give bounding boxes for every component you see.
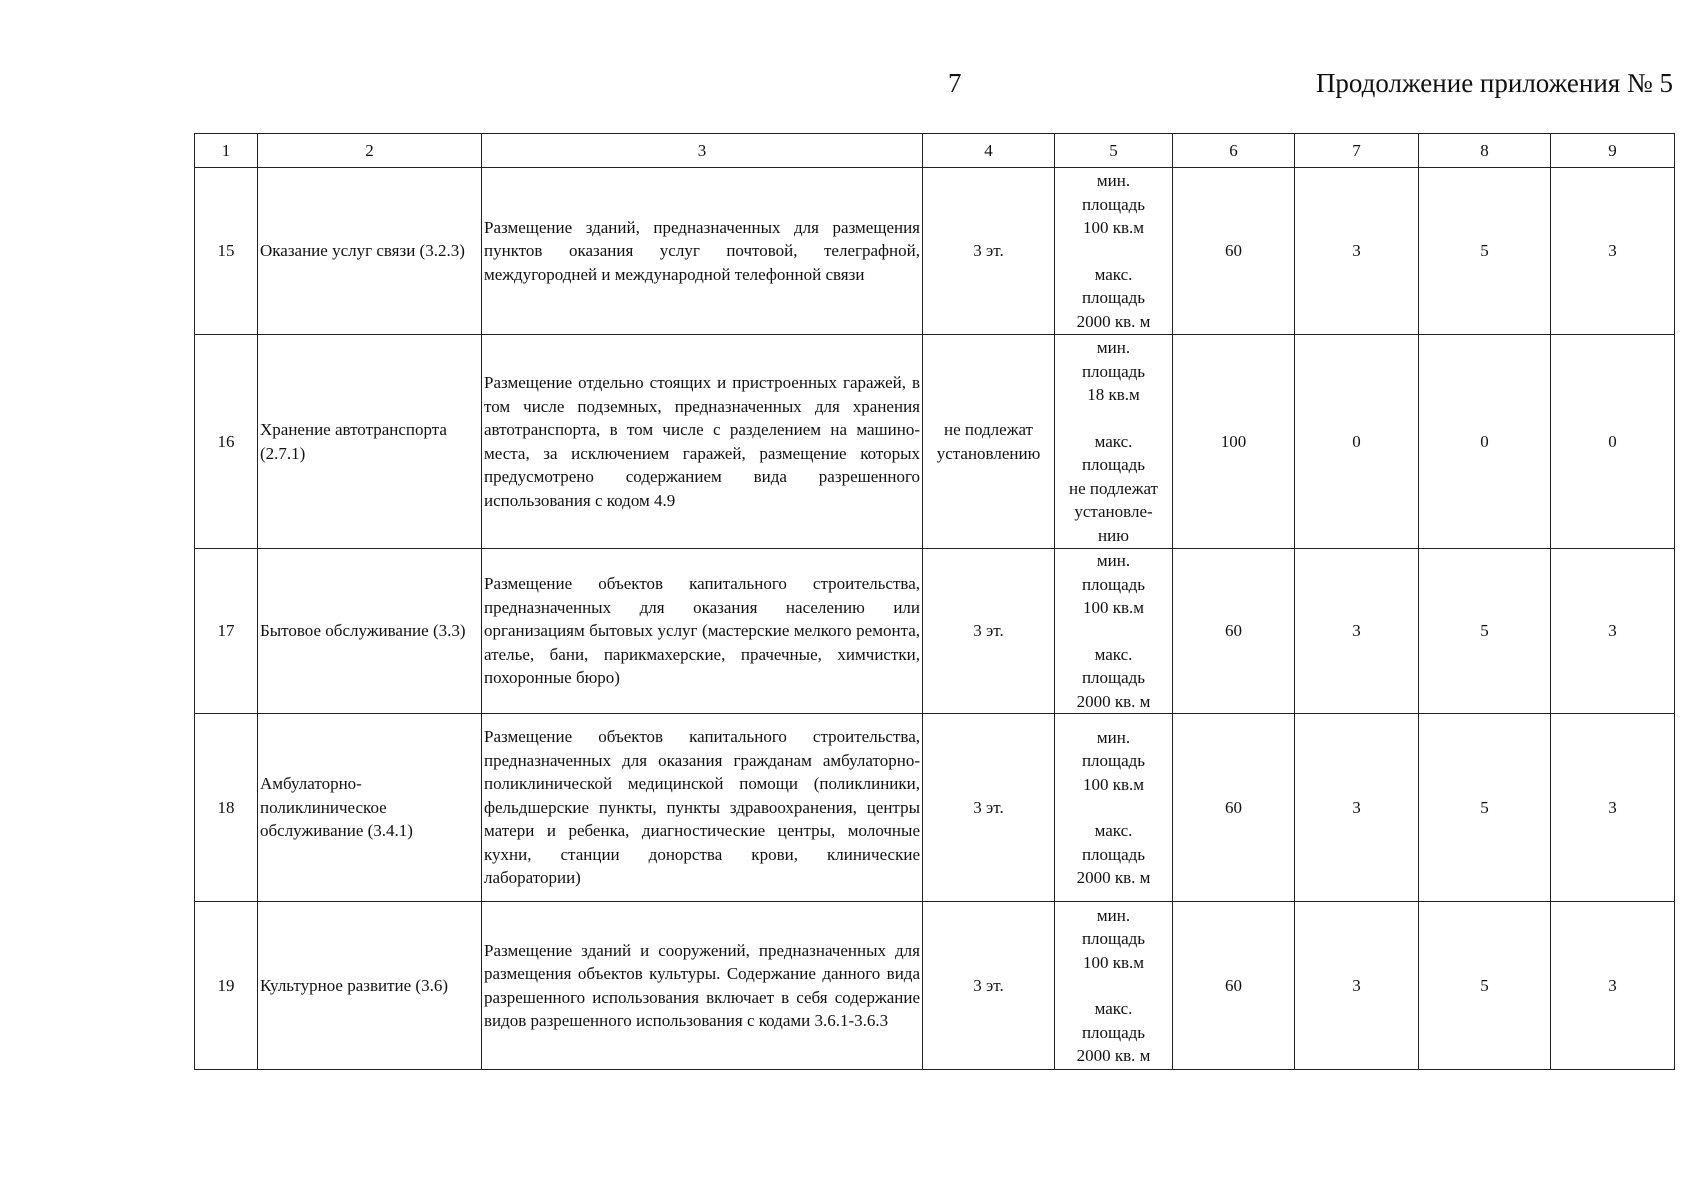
col6-value: 60 — [1173, 714, 1295, 902]
area-max-line: 2000 кв. м — [1076, 691, 1151, 711]
column-header: 3 — [482, 134, 923, 168]
appendix-caption: Продолжение приложения № 5 — [1315, 68, 1673, 98]
plot-area-limits — [1055, 902, 1173, 1070]
column-header: 8 — [1419, 134, 1551, 168]
use-type-name: Культурное развитие (3.6) — [258, 902, 482, 1070]
col9-value: 3 — [1551, 168, 1675, 335]
col9-value: 3 — [1551, 902, 1675, 1070]
use-description: Размещение отдельно стоящих и пристроенных гаражей, в том числе подземных, предназначенных для хранения автотранспорта, в том числе с разделением на машино-места, за исключением гаражей, размещение которых предусмотрено содержанием вида разрешенного использования с кодом 4.9 — [482, 335, 923, 549]
use-description: Размещение объектов капитального строительства, предназначенных для оказания гражданам амбулаторно-поликлинической медицинской помощи (поликлиники, фельдшерские пункты, пункты здравоохранения, центры матери и ребенка, диагностические центры, молочные кухни, станции донорства крови, клинические лаборатории) — [482, 714, 923, 902]
area-min-line: 100 кв.м — [1082, 952, 1145, 972]
col6-value: 60 — [1173, 168, 1295, 335]
col8-value: 5 — [1419, 549, 1551, 714]
plot-area-limits — [1055, 168, 1173, 335]
area-gap — [1057, 796, 1170, 819]
area-max-line: не подлежат — [1069, 478, 1158, 498]
row-number: 17 — [195, 549, 258, 714]
use-type-name: Хранение автотранспорта (2.7.1) — [258, 335, 482, 549]
col8-value: 5 — [1419, 168, 1551, 335]
area-min-line: мин. — [1096, 551, 1131, 570]
area-max-line: площадь — [1081, 1022, 1146, 1042]
col8-value: 5 — [1419, 902, 1551, 1070]
area-max-line: макс. — [1094, 264, 1133, 284]
col7-value: 3 — [1295, 902, 1419, 1070]
col7-value: 0 — [1295, 335, 1419, 549]
column-header: 6 — [1173, 134, 1295, 168]
table-row — [195, 335, 1675, 549]
area-min-line: 100 кв.м — [1082, 774, 1145, 794]
area-min-line: площадь — [1081, 751, 1146, 770]
area-min-line: 18 кв.м — [1087, 385, 1140, 404]
area-max-line: 2000 кв. м — [1076, 1046, 1151, 1065]
area-max-line: макс. — [1094, 821, 1133, 840]
max-floors: 3 эт. — [923, 902, 1055, 1070]
table-row — [195, 168, 1675, 335]
table-row — [195, 714, 1675, 902]
max-floors: 3 эт. — [923, 549, 1055, 714]
col6-value: 100 — [1173, 335, 1295, 549]
column-header: 7 — [1295, 134, 1419, 168]
area-min-line: площадь — [1081, 361, 1146, 381]
col8-value: 5 — [1419, 714, 1551, 902]
col8-value: 0 — [1419, 335, 1551, 549]
area-max-line: 2000 кв. м — [1076, 311, 1151, 331]
area-min-line: мин. — [1096, 727, 1131, 747]
area-gap — [1057, 974, 1170, 997]
area-gap — [1057, 620, 1170, 643]
area-gap — [1057, 240, 1170, 263]
page-number: 7 — [948, 68, 962, 98]
row-number: 16 — [195, 335, 258, 549]
col6-value: 60 — [1173, 902, 1295, 1070]
use-description: Размещение зданий и сооружений, предназначенных для размещения объектов культуры. Содержание данного вида разрешенного использования включает в себя содержание видов разрешенного использования с кодами 3.6.1-3.6.3 — [482, 902, 923, 1070]
plot-area-limits — [1055, 335, 1173, 549]
plot-area-limits — [1055, 714, 1173, 902]
area-min-line: мин. — [1096, 171, 1131, 190]
area-max-line: площадь — [1081, 455, 1146, 474]
area-max-line: площадь — [1081, 844, 1146, 864]
max-floors: 3 эт. — [923, 168, 1055, 335]
max-floors: 3 эт. — [923, 714, 1055, 902]
area-min-line: мин. — [1096, 905, 1131, 925]
area-min-line: 100 кв.м — [1082, 598, 1145, 617]
column-header: 5 — [1055, 134, 1173, 168]
row-number: 19 — [195, 902, 258, 1070]
area-min-line: площадь — [1081, 929, 1146, 948]
use-type-name: Амбулаторно-поликлиническое обслуживание (3.4.1) — [258, 714, 482, 902]
column-header: 4 — [923, 134, 1055, 168]
table-header-row — [195, 134, 1675, 168]
area-max-line: макс. — [1094, 999, 1133, 1018]
col9-value: 0 — [1551, 335, 1675, 549]
max-floors: не подлежат установлению — [923, 335, 1055, 549]
area-min-line: площадь — [1081, 194, 1146, 214]
plot-area-limits — [1055, 549, 1173, 714]
area-max-line: площадь — [1081, 288, 1146, 307]
use-type-name: Бытовое обслуживание (3.3) — [258, 549, 482, 714]
area-max-line: 2000 кв. м — [1076, 868, 1151, 887]
zoning-table — [194, 133, 1675, 1070]
column-header: 9 — [1551, 134, 1675, 168]
col7-value: 3 — [1295, 168, 1419, 335]
col6-value: 60 — [1173, 549, 1295, 714]
area-min-line: площадь — [1081, 574, 1146, 594]
area-min-line: мин. — [1096, 338, 1131, 357]
area-max-line: площадь — [1081, 668, 1146, 687]
use-description: Размещение зданий, предназначенных для размещения пунктов оказания услуг почтовой, телеграфной, междугородней и международной телефонной связи — [482, 168, 923, 335]
table-row — [195, 549, 1675, 714]
col9-value: 3 — [1551, 714, 1675, 902]
row-number: 18 — [195, 714, 258, 902]
col7-value: 3 — [1295, 549, 1419, 714]
column-header: 2 — [258, 134, 482, 168]
row-number: 15 — [195, 168, 258, 335]
area-max-line: нию — [1098, 525, 1129, 545]
area-min-line: 100 кв.м — [1082, 218, 1145, 237]
use-type-name: Оказание услуг связи (3.2.3) — [258, 168, 482, 335]
area-max-line: установле- — [1074, 502, 1153, 521]
column-header: 1 — [195, 134, 258, 168]
area-gap — [1057, 407, 1170, 430]
col9-value: 3 — [1551, 549, 1675, 714]
area-max-line: макс. — [1094, 644, 1133, 664]
area-max-line: макс. — [1094, 431, 1133, 451]
use-description: Размещение объектов капитального строительства, предназначенных для оказания населению или организациям бытовых услуг (мастерские мелкого ремонта, ателье, бани, парикмахерские, прачечные, химчистки, похоронные бюро) — [482, 549, 923, 714]
table-row — [195, 902, 1675, 1070]
col7-value: 3 — [1295, 714, 1419, 902]
